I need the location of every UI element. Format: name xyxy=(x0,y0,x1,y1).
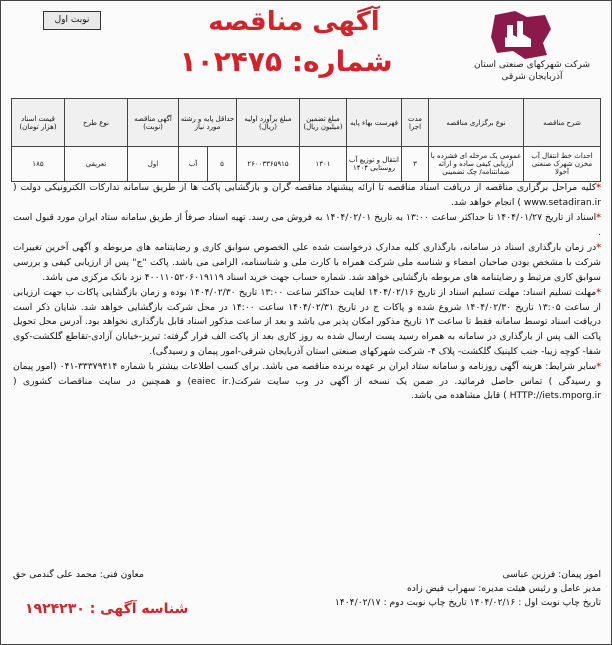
table-header: مبلغ برآورد اولیه (ریال) xyxy=(237,99,300,147)
table-cell: ۱۳۰۱ xyxy=(300,147,347,182)
table-cell: ۲۶۰۰۳۳۶۵۹۱۵ xyxy=(237,147,300,182)
paragraph: *کلیه مراحل برگزاری مناقصه از دریافت اسناد مناقصه تا ارائه پیشنهاد مناقصه گران و بازگشایی پاکت ها از طریق سامانه تدارکات الکترونیکی دولت ( www.setadiran.ir ) انجام خواهد شد. xyxy=(13,182,601,208)
table-header: قیمت اسناد (هزار تومان) xyxy=(12,99,65,147)
table-header: فهرست بهاء پایه xyxy=(347,99,402,147)
bullet-star-icon: * xyxy=(596,361,601,373)
round-badge: نوبت اول xyxy=(43,11,101,30)
bullet-star-icon: * xyxy=(596,242,601,254)
ad-id: شناسه آگهی : ۱۹۲۴۲۳۰ xyxy=(25,601,189,617)
company-name: شرکت شهرکهای صنعتی استان آذربایجان شرقی xyxy=(473,60,591,82)
print-dates: تاریخ چاپ نوبت اول : ۱۴۰۴/۰۲/۱۶ تاریخ چاپ نوبت دوم : ۱۴۰۴/۰۲/۱۷ xyxy=(334,597,601,608)
notice-body xyxy=(13,181,601,405)
table-header: نوع طرح xyxy=(65,99,128,147)
table-cell: عمومی یک مرحله ای فشرده با ارزیابی کیفی ساده و ارائه ضمانتنامه/ چک تضمینی xyxy=(429,147,524,182)
table-cell: آب xyxy=(179,147,208,182)
table-header: حداقل پایه و رشته مورد نیاز xyxy=(179,99,237,147)
table-cell: اول xyxy=(128,147,179,182)
technical-deputy: معاون فنی: محمد علی گندمی حق xyxy=(13,569,144,580)
bullet-star-icon: * xyxy=(596,287,601,299)
bullet-star-icon: * xyxy=(596,182,601,193)
table-header: آگهی مناقصه (نوبت) xyxy=(128,99,179,147)
industrial-map-icon xyxy=(485,7,555,62)
table-cell: ۳ xyxy=(402,147,429,182)
notice-title: آگهی مناقصه xyxy=(208,7,380,37)
paragraph: *مهلت تسلیم اسناد: مهلت تسلیم اسناد از تاریخ ۱۴۰۴/۰۲/۱۶ لغایت حداکثر ساعت ۱۳:۰۰ تاریخ ۱۴۰۴/۰۲/۳۰ بوده و زمان بازگشایی پاکات ب جهت ارزیابی از ساعت ۱۳:۰۵ تاریخ ۱۴۰۴/۰۲/۳۰ شروع شده و پاکات ج در تاریخ ۱۴۰۴/۰۲/۳۱ ساعت ۱۴:۰۰ در محل شرکت بازگشایی خواهد شد. شایان ذکر است دریافت اسناد توسط سامانه فقط تا ساعت ۱۳ تاریخ مذکور امکان پذیر می باشد و بعد از ساعت مذکور اسناد قابل بارگذاری نخواهد بود. آدرس محل تحویل پاکت الف پس از بارگذاری در سامانه به همراه رسید پست ارسال شده به روز کاری بعد از پاکت الف فرار گرفته: تبریز-خیابان آزادی-تقاطع گلکشت-کوی شفا- کوچه زیبا- جنب کلینیک گلکشت- پلاک ۴- شرکت شهرکهای صنعتی استان آذربایجان شرقی-امور پیمان و رسیدگی). xyxy=(13,287,601,357)
tender-info-table xyxy=(11,98,601,182)
table-cell: احداث خط انتقال آب مخزن شهرک صنعتی آخولا xyxy=(524,147,601,182)
table-cell: تعریفی xyxy=(65,147,128,182)
table-row xyxy=(12,147,601,182)
table-cell: انتقال و توزیع آب روستایی ۱۴۰۴ xyxy=(347,147,402,182)
table-header: مبلغ تضمین (میلیون ریال) xyxy=(300,99,347,147)
paragraph: *در زمان بارگذاری اسناد در سامانه، بارگذاری کلیه مدارک درخواست شده علی الخصوص سوابق کاری و رضایتنامه های مربوطه و آگهی آخرین تغییرات شرکت با مشخص بودن صاحبان امضاء و شناسه ملی شرکت همراه با کارت ملی و شناسنامه، الزامی می باشد. پاکت "ج" پس از ارزیابی کیفی و بررسی سوابق کاری مرتبط و رضایتنامه های مربوطه بازگشایی خواهد شد. شماره حساب جهت خرید اسناد ۴۰۰۱۱۰۵۲۰۶۰۱۹۱۱۹ نزد بانک مرکزی می باشد. xyxy=(13,242,601,283)
table-header: نوع برگزاری مناقصه xyxy=(429,99,524,147)
table-cell: ۵ xyxy=(208,147,237,182)
notice-header xyxy=(1,1,612,93)
ceo: مدیر عامل و رئیس هیئت مدیره: سهراب فیض زاده xyxy=(406,583,601,594)
paragraph: *اسناد از تاریخ ۱۴۰۴/۰۱/۲۷ تا حداکثر ساعت ۱۳:۰۰ به تاریخ ۱۴۰۴/۰۲/۰۱ به فروش می رسد. تهیه اسناد صرفاً از طریق سامانه ستاد ایران مورد قبول است . xyxy=(13,212,602,238)
paragraph: *سایر شرایط: هزینه آگهی روزنامه و سامانه ستاد ایران بر عهده برنده مناقصه می باشد. برای کسب اطلاعات بیشتر با شماره ۳۳۳۷۹۴۱۴-۰۴۱ (امور پیمان و رسیدگی ) تماس حاصل فرمائید. در ضمن یک نسخه از آگهی در وب سایت شرکت(.eaiec ir) و همچنین در سایت مناقصات کشوری ( HTTP://iets.mporg.ir ) قابل مشاهده می باشد. xyxy=(13,361,602,402)
bullet-star-icon: * xyxy=(596,212,602,224)
table-cell: ۱۸۵ xyxy=(12,147,65,182)
table-header: مدت اجرا xyxy=(402,99,429,147)
tender-number: شماره: ۱۰۲۴۷۵ xyxy=(179,45,393,78)
table-header-row xyxy=(12,99,601,147)
table-header: شرح مناقصه xyxy=(524,99,601,147)
contracts-head: امور پیمان: فرزین عباسی xyxy=(502,569,601,580)
